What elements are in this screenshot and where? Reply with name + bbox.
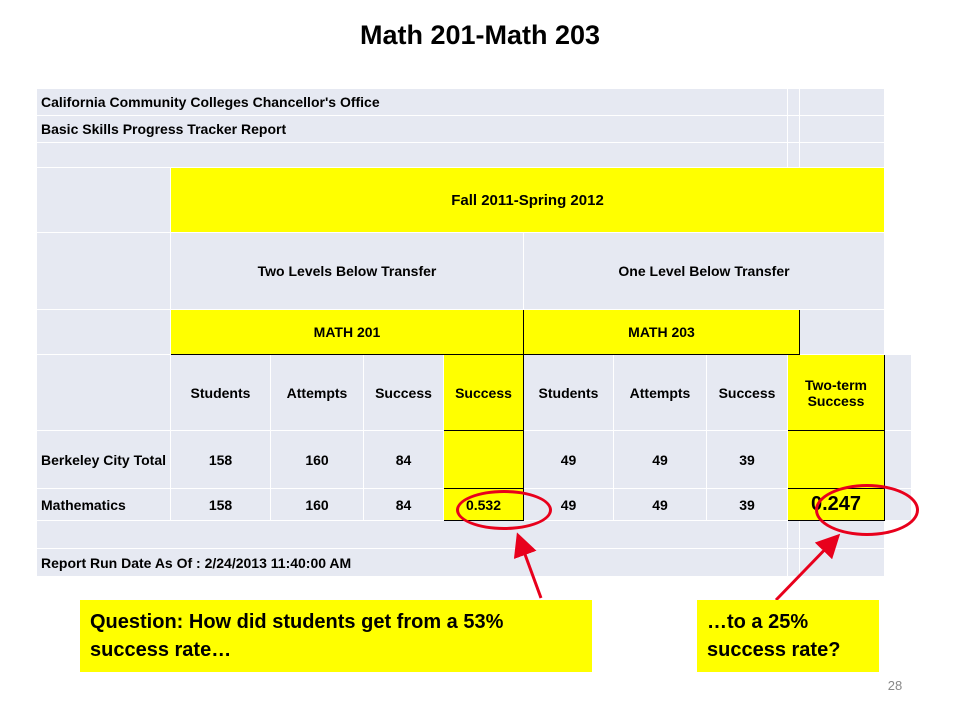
course-right-header: MATH 203 [524, 310, 800, 355]
row-label: Berkeley City Total [37, 431, 171, 489]
col-header: Attempts [614, 355, 707, 431]
course-left-header: MATH 201 [171, 310, 524, 355]
cell-value: 158 [171, 489, 271, 521]
term-header: Fall 2011-Spring 2012 [171, 168, 885, 233]
cell-value: 84 [364, 431, 444, 489]
cell-value: 49 [614, 431, 707, 489]
col-header: Success [707, 355, 788, 431]
slide-title: Math 201-Math 203 [359, 20, 601, 50]
col-header: Success [364, 355, 444, 431]
cell-value: 49 [524, 431, 614, 489]
run-date: Report Run Date As Of : 2/24/2013 11:40:00 AM [37, 549, 788, 577]
cell-value: 49 [524, 489, 614, 521]
callout-right: …to a 25% success rate? [697, 600, 879, 672]
row-label: Mathematics [37, 489, 171, 521]
col-header: Students [524, 355, 614, 431]
cell-value: 160 [271, 431, 364, 489]
success-rate-201: 0.532 [444, 489, 524, 521]
cell-value: 84 [364, 489, 444, 521]
col-header: Attempts [271, 355, 364, 431]
page-number: 28 [887, 678, 903, 693]
cell-value: 160 [271, 489, 364, 521]
col-header: Students [171, 355, 271, 431]
report-name: Basic Skills Progress Tracker Report [37, 116, 788, 143]
cell-value: 158 [171, 431, 271, 489]
callout-left: Question: How did students get from a 53% success rate… [80, 600, 592, 672]
level-left-header: Two Levels Below Transfer [171, 233, 524, 310]
org-name: California Community Colleges Chancellor's Office [37, 89, 788, 116]
cell-value: 49 [614, 489, 707, 521]
level-right-header: One Level Below Transfer [524, 233, 885, 310]
arrow-right [776, 538, 836, 600]
cell-value: 39 [707, 431, 788, 489]
two-term-success-203: 0.247 [788, 489, 885, 521]
cell-value: 39 [707, 489, 788, 521]
arrow-left [519, 538, 541, 598]
col-header: Two-term Success [788, 355, 885, 431]
col-header: Success [444, 355, 524, 431]
